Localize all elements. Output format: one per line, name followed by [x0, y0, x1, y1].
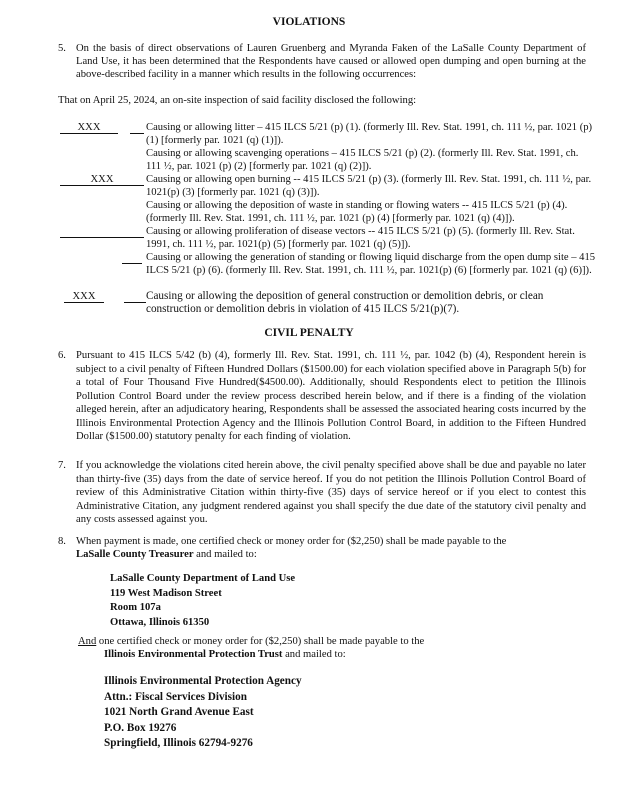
paragraph-number: 5. — [58, 43, 66, 54]
violation-mark: XXX — [64, 290, 104, 303]
mailing-address-county — [110, 572, 295, 630]
address-line: Room 107a — [110, 602, 161, 613]
address-line: LaSalle County Department of Land Use — [110, 573, 296, 584]
blank-line — [122, 251, 142, 264]
violation-mark — [60, 225, 144, 238]
mailing-tail: and mailed to: — [193, 549, 257, 560]
second-payment-instruction — [78, 635, 598, 661]
address-line: Illinois Environmental Protection Agency — [104, 675, 302, 687]
violation-text: Causing or allowing the deposition of waste in standing or flowing waters -- 415 ILCS 5/21 (p) (4). (formerly Ill. Rev. Stat. 1991, ch. 111 ½, par. 1021 (p) (4) [formerly par. 1021 (q) (4)]). — [146, 200, 568, 224]
address-line: Springfield, Illinois 62794-9276 — [104, 737, 253, 749]
blank-line — [130, 121, 144, 134]
address-line: 1021 North Grand Avenue East — [104, 706, 254, 718]
paragraph-number: 8. — [58, 536, 66, 547]
violation-text: Causing or allowing scavenging operations – 415 ILCS 5/21 (p) (2). (formerly Ill. Rev. Stat. 1991, ch. 111 ½, par. 1021 (p) (2) [formerly par. 1021 (q) (2)]). — [146, 148, 579, 172]
address-line: 119 West Madison Street — [110, 587, 222, 599]
inspection-statement: That on April 25, 2024, an on-site inspection of said facility disclosed the following: — [58, 95, 417, 106]
violation-mark: XXX — [60, 121, 118, 134]
paragraph-text: On the basis of direct observations of Lauren Gruenberg and Myranda Faken of the LaSalle County Department of Land Use, it has been determined that the Respondents have caused or allowed open dumping and open burning at the above-described facility in a manner which results in the following occurrences: — [76, 43, 586, 80]
violation-text: Causing or allowing open burning -- 415 ILCS 5/21 (p) (3). (formerly Ill. Rev. Stat. 1991, ch. 111 ½, par. 1021(p) (3) [formerly par. 1021 (q) (3)]). — [146, 174, 592, 198]
payee-name: LaSalle County Treasurer — [76, 549, 194, 560]
payee-name: Illinois Environmental Protection Trust — [104, 649, 283, 660]
address-line: P.O. Box 19276 — [104, 721, 177, 734]
violations-heading: VIOLATIONS — [272, 16, 346, 28]
violation-text: Causing or allowing the generation of standing or flowing liquid discharge from the open dump site – 415 ILCS 5/21 (p) (6). (formerly Ill. Rev. Stat. 1991, ch. 111 ½, par. 1021(p) (6) [formerly par. 1021 (q) (6)]). — [146, 252, 596, 276]
blank-line — [124, 290, 146, 303]
paragraph-text: If you acknowledge the violations cited herein above, the civil penalty specified above shall be due and payable no later than thirty-five (35) days from the date of service hereof. If you do not petition the Illinois Pollution Control Board of review of this Administrative Citation within thirty-five (35) days of service hereof or if you elect to contest this Administrative Citation, any judgment rendered against you shall specify the due date of the statutory civil penalty and any costs assessed against you. — [76, 460, 586, 525]
violation-text: Causing or allowing litter – 415 ILCS 5/21 (p) (1). (formerly Ill. Rev. Stat. 1991, ch. 111 ½, par. 1021 (p) (1) [formerly par. 1021 (q) (1)]). — [146, 122, 593, 146]
address-line: Ottawa, Illinois 61350 — [110, 616, 210, 628]
civil-penalty-heading: CIVIL PENALTY — [264, 327, 354, 339]
violation-mark — [60, 199, 118, 211]
paragraph-number: 6. — [58, 350, 66, 361]
mailing-tail: and mailed to: — [282, 649, 346, 660]
violation-mark — [60, 147, 118, 159]
payment-instruction: one certified check or money order for ($2,250) shall be made payable to the — [96, 636, 425, 647]
violation-mark: XXX — [60, 173, 144, 186]
address-line: Attn.: Fiscal Services Division — [104, 690, 247, 703]
paragraph-text — [76, 535, 586, 561]
payment-instruction: When payment is made, one certified check or money order for ($2,250) shall be made payable to the — [76, 536, 507, 547]
violation-text: Causing or allowing proliferation of disease vectors -- 415 ILCS 5/21 (p) (5). (formerly Ill. Rev. Stat. 1991, ch. 111 ½, par. 1021(p) (5) [formerly par. 1021 (q) (5)]). — [146, 226, 575, 250]
paragraph-text: Pursuant to 415 ILCS 5/42 (b) (4), formerly Ill. Rev. Stat. 1991, ch. 111 ½, par. 1042 (b) (4), Respondent herein is subject to a civil penalty of Fifteen Hundred Dollars ($1500.00) for each violation specified above in Paragraph 5(b) for a total of Four Thousand Five Hundred($4500.00). Additionally, should Respondents elect to petition the Illinois Pollution Control Board under the review process described herein below, and if there is a finding of the violation alleged herein, after an adjudicatory hearing, Respondents shall be assessed the associated hearing costs incurred by the Illinois Environmental Protection Agency and the Illinois Pollution Control Board, in addition to the Fifteen Hundred Dollar ($1500.00) statutory penalty for each finding of violation. — [76, 350, 586, 442]
mailing-address-iepa — [104, 674, 302, 752]
violation-text: Causing or allowing the deposition of general construction or demolition debris, or clean construction or demolition debris in violation of 415 ILCS 5/21(p)(7). — [146, 290, 544, 315]
violation-mark — [60, 251, 118, 263]
paragraph-number: 7. — [58, 460, 66, 471]
and-label: And — [78, 636, 97, 647]
